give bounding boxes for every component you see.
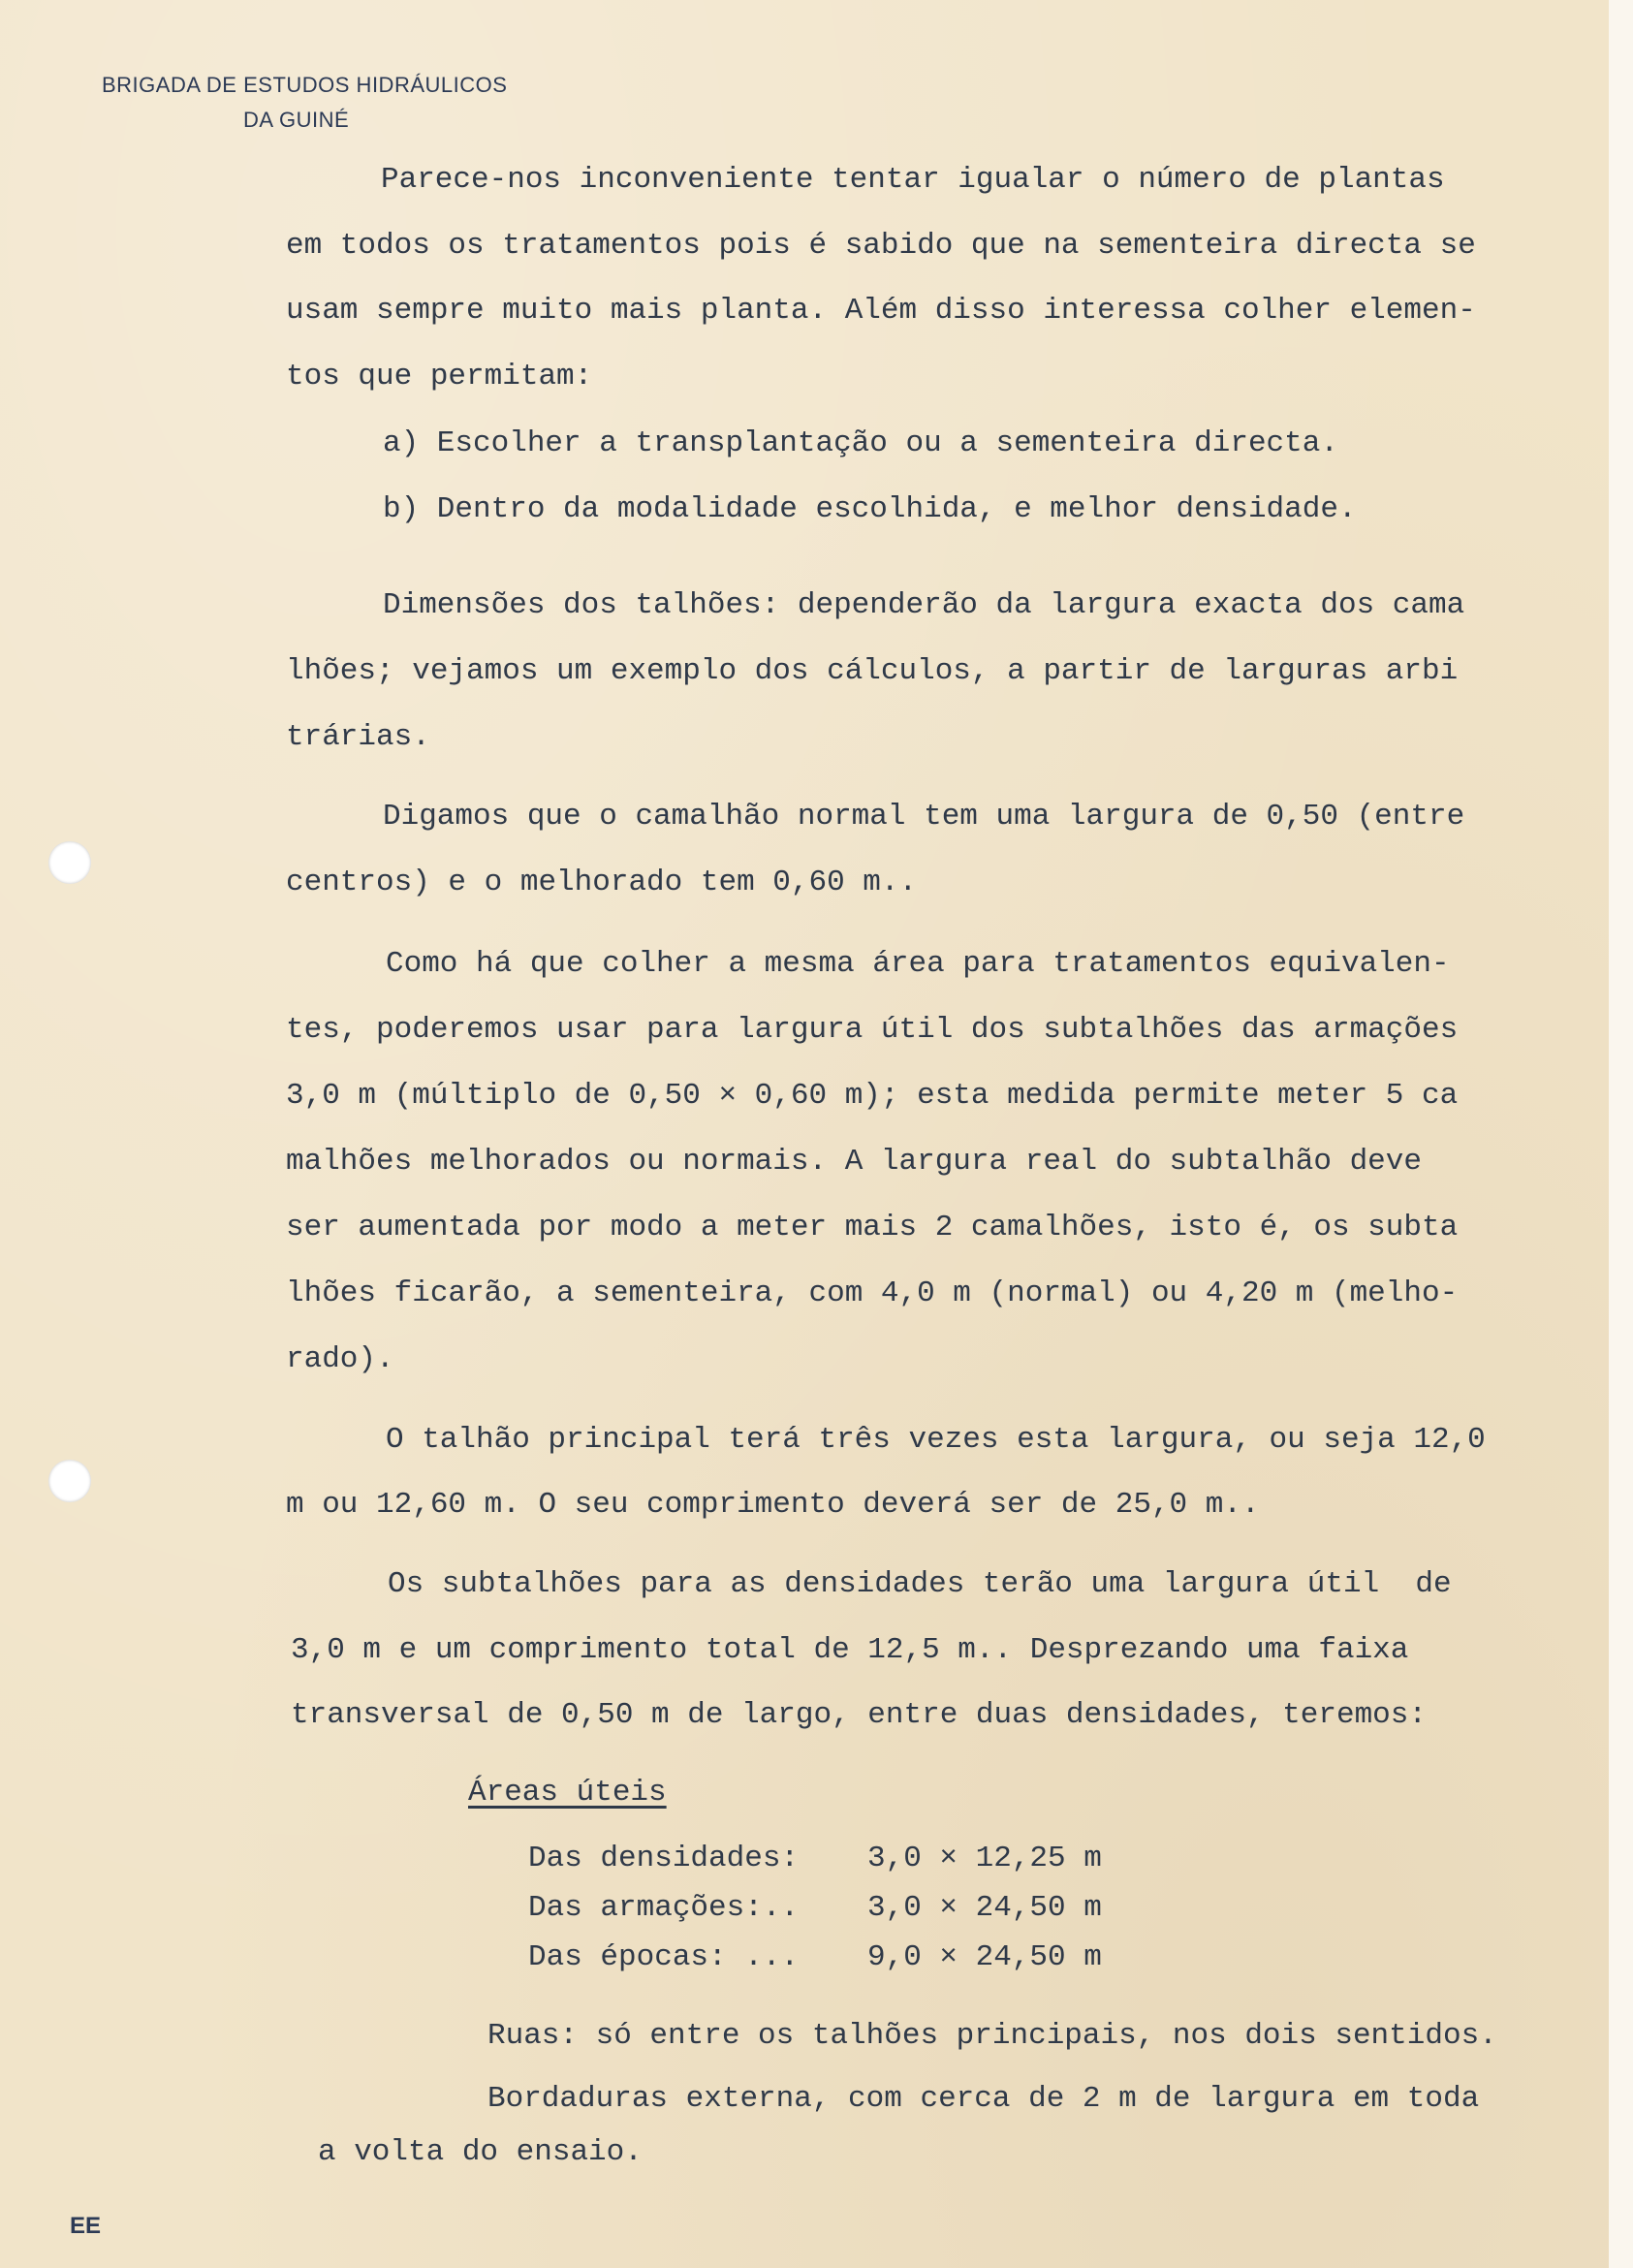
closing-line: Bordaduras externa, com cerca de 2 m de largura em toda xyxy=(487,2082,1480,2116)
areas-row-label: Das épocas: ... xyxy=(528,1940,800,1974)
body-line: O talhão principal terá três vezes esta largura, ou seja 12,0 xyxy=(386,1423,1486,1457)
body-line: Parece-nos inconveniente tentar igualar o número de plantas xyxy=(381,163,1445,197)
body-line: em todos os tratamentos pois é sabido que na sementeira directa se xyxy=(286,229,1476,263)
body-line: tos que permitam: xyxy=(286,360,593,394)
body-line: malhões melhorados ou normais. A largura real do subtalhão deve xyxy=(286,1145,1422,1179)
closing-line: Ruas: só entre os talhões principais, nos dois sentidos. xyxy=(487,2019,1497,2053)
letterhead xyxy=(102,68,507,138)
page-edge xyxy=(1609,0,1633,2268)
body-line: a) Escolher a transplantação ou a sementeira directa. xyxy=(383,426,1338,460)
body-line: transversal de 0,50 m de largo, entre duas densidades, teremos: xyxy=(291,1698,1427,1732)
body-line: Digamos que o camalhão normal tem uma largura de 0,50 (entre xyxy=(383,800,1465,834)
body-line: lhões; vejamos um exemplo dos cálculos, a partir de larguras arbi xyxy=(286,654,1459,688)
punch-hole-bottom xyxy=(48,1460,91,1502)
body-line: 3,0 m e um comprimento total de 12,5 m.. Desprezando uma faixa xyxy=(291,1633,1409,1667)
letterhead-line-1: BRIGADA DE ESTUDOS HIDRÁULICOS xyxy=(102,73,508,97)
areas-heading: Áreas úteis xyxy=(468,1776,667,1810)
body-line: Como há que colher a mesma área para tratamentos equivalen- xyxy=(386,947,1450,981)
areas-row-value: 3,0 × 12,25 m xyxy=(867,1842,1102,1875)
body-line: rado). xyxy=(286,1342,394,1376)
body-line: Os subtalhões para as densidades terão uma largura útil de xyxy=(388,1567,1452,1601)
body-line: b) Dentro da modalidade escolhida, e melhor densidade. xyxy=(383,492,1357,526)
body-line: trárias. xyxy=(286,720,430,754)
areas-row-value: 9,0 × 24,50 m xyxy=(867,1940,1102,1974)
letterhead-line-2: DA GUINÉ xyxy=(243,108,350,132)
footer-mark: EE xyxy=(70,2213,102,2239)
areas-row-label: Das densidades: xyxy=(528,1842,800,1875)
body-line: Dimensões dos talhões: dependerão da largura exacta dos cama xyxy=(383,588,1465,622)
closing-line: a volta do ensaio. xyxy=(318,2135,643,2169)
body-line: 3,0 m (múltiplo de 0,50 × 0,60 m); esta medida permite meter 5 ca xyxy=(286,1079,1459,1113)
body-line: lhões ficarão, a sementeira, com 4,0 m (normal) ou 4,20 m (melho- xyxy=(286,1276,1459,1310)
body-line: tes, poderemos usar para largura útil dos subtalhões das armações xyxy=(286,1013,1459,1047)
body-line: m ou 12,60 m. O seu comprimento deverá ser de 25,0 m.. xyxy=(286,1488,1260,1522)
areas-row-value: 3,0 × 24,50 m xyxy=(867,1891,1102,1925)
areas-row-label: Das armações:.. xyxy=(528,1891,800,1925)
punch-hole-top xyxy=(48,841,91,884)
body-line: centros) e o melhorado tem 0,60 m.. xyxy=(286,866,918,899)
body-line: ser aumentada por modo a meter mais 2 camalhões, isto é, os subta xyxy=(286,1211,1459,1244)
body-line: usam sempre muito mais planta. Além disso interessa colher elemen- xyxy=(286,294,1476,328)
